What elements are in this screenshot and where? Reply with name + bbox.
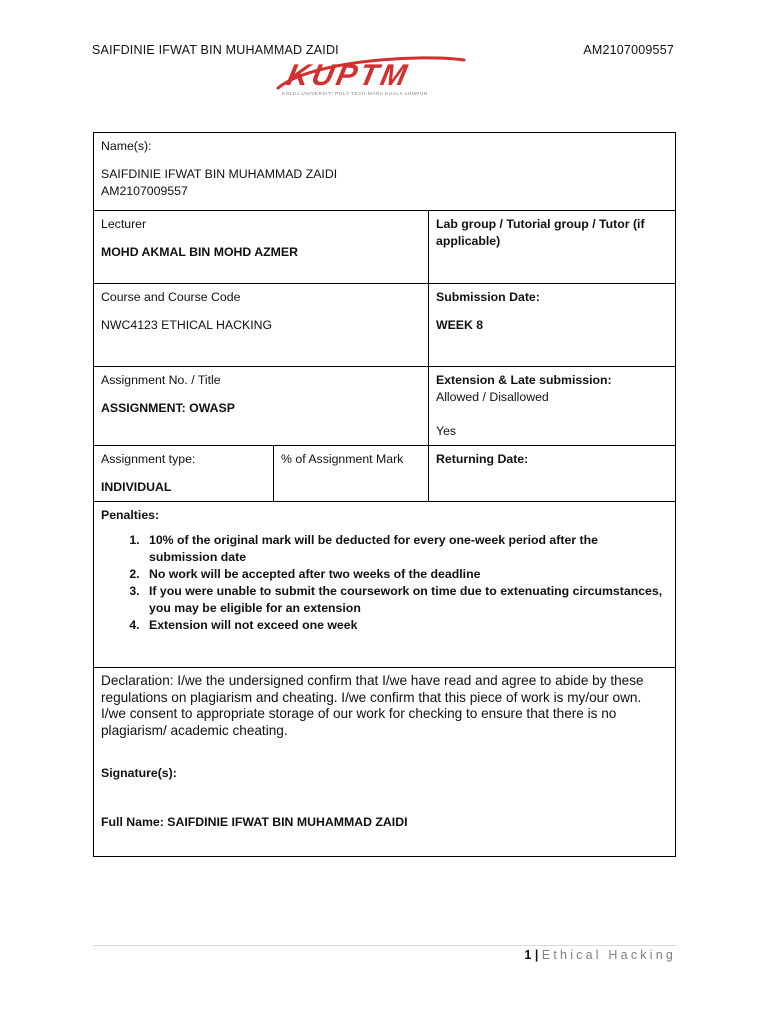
course-label: Course and Course Code: [101, 290, 241, 304]
penalty-item: 4. Extension will not exceed one week: [143, 617, 668, 634]
names-cell: [94, 133, 676, 211]
assignment-cover-form: [93, 132, 676, 857]
penalty-item: 2. No work will be accepted after two weeks of the deadline: [143, 566, 668, 583]
lab-group-cell: [429, 211, 676, 284]
submission-value: WEEK 8: [436, 318, 484, 332]
extension-value: Yes: [436, 424, 457, 438]
assignment-type-cell: [94, 446, 274, 502]
page-footer: [524, 948, 676, 962]
footer-subject: Ethical Hacking: [541, 948, 676, 962]
footer-divider: [93, 945, 677, 946]
header-student-id: AM2107009557: [583, 43, 674, 57]
kuptm-logo: [272, 54, 468, 98]
lecturer-cell: [94, 211, 429, 284]
assignment-mark-label: % of Assignment Mark: [281, 452, 404, 466]
student-id: AM2107009557: [101, 184, 188, 198]
full-name-line: Full Name: SAIFDINIE IFWAT BIN MUHAMMAD ZAIDI: [101, 815, 408, 829]
penalties-cell: [94, 502, 676, 668]
lab-group-label: Lab group / Tutorial group / Tutor (if applicable): [436, 217, 645, 248]
assignment-mark-cell: [274, 446, 429, 502]
header-student-name: SAIFDINIE IFWAT BIN MUHAMMAD ZAIDI: [92, 43, 339, 57]
student-name: SAIFDINIE IFWAT BIN MUHAMMAD ZAIDI: [101, 167, 338, 181]
submission-cell: [429, 284, 676, 367]
returning-date-cell: [429, 446, 676, 502]
svg-text:KOLEJ UNIVERSITI POLY-TECH MAR: KOLEJ UNIVERSITI POLY-TECH MARA KUALA LUMPUR: [282, 91, 428, 96]
assignment-type-label: Assignment type:: [101, 452, 196, 466]
extension-cell: [429, 367, 676, 446]
extension-label: Extension & Late submission:: [436, 373, 612, 387]
footer-separator: |: [534, 948, 539, 962]
submission-label: Submission Date:: [436, 290, 540, 304]
page-number: 1: [524, 948, 532, 962]
signature-label: Signature(s):: [101, 766, 177, 780]
penalties-list: [101, 532, 668, 634]
penalty-item: 1. 10% of the original mark will be deducted for every one-week period after the submission date: [143, 532, 668, 566]
extension-options: Allowed / Disallowed: [436, 390, 549, 404]
assignment-cell: [94, 367, 429, 446]
returning-date-label: Returning Date:: [436, 452, 529, 466]
names-label: Name(s):: [101, 139, 152, 153]
course-value: NWC4123 ETHICAL HACKING: [101, 318, 273, 332]
logo-wordmark: [284, 59, 413, 92]
lecturer-name: MOHD AKMAL BIN MOHD AZMER: [101, 245, 298, 259]
course-cell: [94, 284, 429, 367]
assignment-type-value: INDIVIDUAL: [101, 480, 172, 494]
svg-text:KUPTM: KUPTM: [283, 59, 413, 92]
penalties-label: Penalties:: [101, 508, 160, 522]
lecturer-label: Lecturer: [101, 217, 147, 231]
declaration-text: Declaration: I/we the undersigned confirm that I/we have read and agree to abide by these regulations on plagiarism and cheating. I/we confirm that this piece of work is my/our own. I/we consent to appropriate storage of our work for checking to ensure that there is no plagiarism/ academic cheating.: [101, 673, 644, 738]
penalty-item: 3. If you were unable to submit the coursework on time due to extenuating circumstances, you may be eligible for an extension: [143, 583, 668, 617]
assignment-value: ASSIGNMENT: OWASP: [101, 401, 235, 415]
declaration-cell: [94, 668, 676, 857]
assignment-label: Assignment No. / Title: [101, 373, 221, 387]
